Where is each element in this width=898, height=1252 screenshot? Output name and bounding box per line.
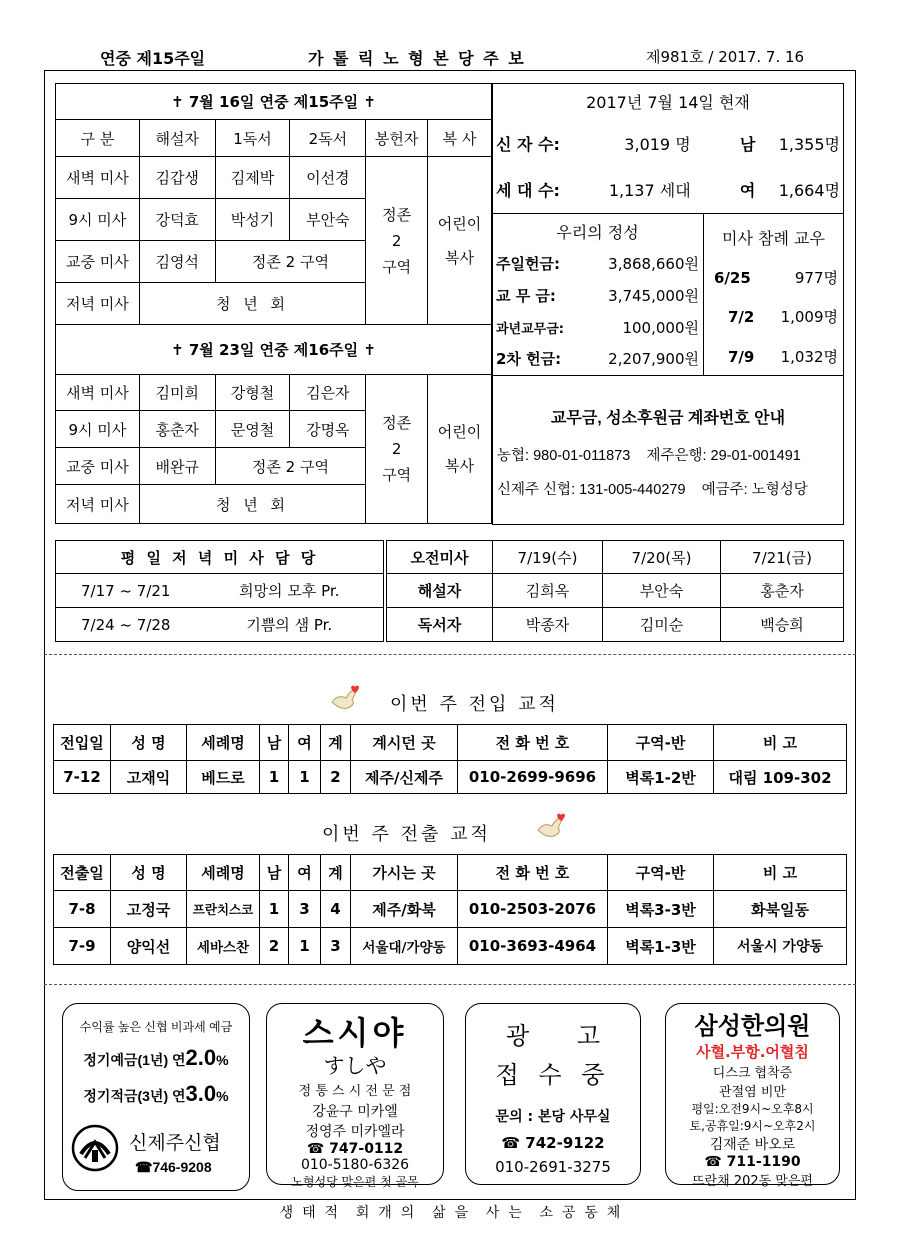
mass-name: 9시 미사 [56,411,140,448]
col-header: 비 고 [714,855,847,891]
dashed-separator [44,984,856,985]
cell-merged: 정존 2 구역 [215,448,366,485]
cell: 1 [289,761,321,794]
offering-row [496,285,699,306]
ad-notice-line: 광 고 [506,1022,620,1050]
ad-shinhyup-name: 신제주신협 [129,1133,221,1154]
commentator: 부안숙 [603,574,721,608]
header-week: 연중 제15주일 [100,49,206,68]
transfer-in-table [53,724,847,794]
cell: 서울시 가양동 [714,928,847,965]
weekday-group: 희망의 모후 Pr. [196,574,384,608]
ad-shinhyup-top: 수익률 높은 신협 비과세 예금 [79,1020,233,1034]
col-header: 봉헌자 [366,120,428,157]
attendance-row [714,267,838,288]
cell: 3 [321,928,351,965]
ad-clinic-title: 삼성한의원 [694,1013,811,1040]
cell: 7-8 [54,891,111,928]
cell: 1 [260,891,289,928]
cell: 1 [289,928,321,965]
male-value: 1,355명 [778,135,840,154]
offering-line: 정존 [382,414,412,432]
ad-clinic-doctor: 김재준 바오로 [709,1137,796,1153]
cell: 프란치스코 [187,891,260,928]
morning-date: 7/20(목) [603,541,721,574]
ad-shinhyup-line2 [63,1081,249,1107]
offering-cell [366,157,428,325]
week2-title: ✝ 7월 23일 연중 제16주일 ✝ [56,325,492,375]
mass-name: 새벽 미사 [56,375,140,411]
commentator: 김희옥 [493,574,603,608]
cell: 010-2503-2076 [458,891,608,928]
cell: 김갑생 [139,157,215,199]
ad-sushiya-person: 강윤구 미카엘 [312,1104,398,1120]
col-header: 남 [260,855,289,891]
cell: 제주/신제주 [351,761,458,794]
col-header: 전출일 [54,855,111,891]
rate-value: 2.0 [185,1045,217,1070]
cell: 1 [260,761,289,794]
divider [492,213,844,214]
cell: 홍춘자 [139,411,215,448]
rate-label: 정기예금(1년) 연 [83,1052,186,1068]
table-row [54,891,847,928]
morning-date: 7/21(금) [721,541,844,574]
col-header: 전 화 번 호 [458,855,608,891]
cell: 강덕효 [139,199,215,241]
mass-name: 교중 미사 [56,241,140,283]
col-header: 여 [289,855,321,891]
ad-clinic-phone: ☎ 711-1190 [704,1154,801,1170]
col-header: 계 [321,725,351,761]
ad-sushiya-phone: ☎ 747-0112 [306,1141,404,1157]
cell: 세바스찬 [187,928,260,965]
mass-name: 저녁 미사 [56,485,140,524]
altar-line: 어린이 [437,214,482,233]
cell: 7-9 [54,928,111,965]
attendance-date: 7/2 [728,307,755,326]
attendance-date: 6/25 [714,268,751,287]
offering-label: 주일헌금: [496,255,560,273]
ad-sushiya-kana: すしや [323,1054,387,1078]
mass-name: 9시 미사 [56,199,140,241]
cell: 문영철 [215,411,290,448]
ad-clinic [665,1003,840,1189]
mass-schedule-table [55,83,492,524]
cell: 벽록1-3반 [608,928,714,965]
altar-line: 복사 [445,457,475,475]
cell: 제주/화북 [351,891,458,928]
col-header: 세례명 [187,855,260,891]
offering-cell [366,375,428,524]
footer-motto: 생 태 적 회 개 의 삶 을 사 는 소 공 동 체 [279,1205,621,1221]
believers-row [496,132,840,155]
col-header: 전입일 [54,725,111,761]
dove-icon [534,812,568,846]
female-label: 여 [739,181,756,200]
commentator: 홍춘자 [721,574,844,608]
believers-value: 3,019 명 [624,135,691,154]
offering-value: 3,868,660원 [608,255,699,273]
households-row [496,178,840,201]
cell: 010-3693-4964 [458,928,608,965]
offering-line: 2 [391,231,402,250]
attendance-count: 1,032명 [780,348,838,366]
cell: 2 [321,761,351,794]
cell-merged: 청 년 회 [139,283,365,325]
rate-unit: % [216,1088,229,1104]
col-header: 2독서 [290,120,366,157]
households-value: 1,137 세대 [608,181,691,200]
cell: 고정국 [111,891,187,928]
col-header: 성 명 [111,725,187,761]
cell: 7-12 [54,761,111,794]
mass-name: 교중 미사 [56,448,140,485]
header-title: 가 톨 릭 노 형 본 당 주 보 [308,49,526,68]
ad-clinic-line: 디스크 협착증 [712,1066,793,1081]
altar-server-cell [428,157,492,325]
week1-title: ✝ 7월 16일 연중 제15주일 ✝ [56,84,492,120]
cell: 박성기 [215,199,290,241]
cell: 고재익 [111,761,187,794]
cell: 화북일동 [714,891,847,928]
col-header: 세례명 [187,725,260,761]
offering-value: 100,000원 [622,319,699,337]
commentator-label: 해설자 [387,574,493,608]
ad-shinhyup-phone: ☎746-9208 [135,1159,212,1175]
offering-row [496,253,699,274]
offering-row [496,348,699,369]
ad-notice-contact: 문의 : 본당 사무실 [495,1109,611,1125]
offering-line: 정존 [382,205,412,224]
altar-line: 복사 [445,248,475,267]
morning-date: 7/19(수) [493,541,603,574]
ad-clinic-line: 토,공휴일:9시~오후2시 [689,1119,816,1133]
ad-shinhyup [62,1003,250,1191]
morning-mass-table [386,540,844,642]
cell: 양익선 [111,928,187,965]
cell: 3 [289,891,321,928]
accounts-line2: 신제주 신협: 131-005-440279 예금주: 노형성당 [497,482,808,498]
households-label: 세 대 수: [496,181,560,200]
attendance-row [714,346,838,367]
col-header: 1독서 [215,120,290,157]
morning-label: 오전미사 [387,541,493,574]
lector: 박종자 [493,608,603,642]
attendance-title: 미사 참례 교우 [722,229,825,248]
weekday-period: 7/24 ~ 7/28 [56,608,196,642]
cell: 김영석 [139,241,215,283]
col-header: 가시는 곳 [351,855,458,891]
lector-label: 독서자 [387,608,493,642]
ad-clinic-line: 관절염 비만 [719,1085,786,1100]
cell-merged: 정존 2 구역 [215,241,366,283]
ad-sushiya-phone: 010-5180-6326 [300,1157,410,1173]
transfer-out-table [53,854,847,965]
ad-sushiya-title: 스시야 [302,1014,408,1052]
offerings-title: 우리의 정성 [556,223,639,242]
accounts-title: 교무금, 성소후원금 계좌번호 안내 [550,410,786,427]
cell: 벽록3-3반 [608,891,714,928]
ad-clinic-location: 뜨란채 202동 맞은편 [692,1174,813,1189]
col-header: 복 사 [428,120,492,157]
weekday-evening-table [55,540,384,642]
attendance-count: 1,009명 [780,308,838,326]
cell: 강형철 [215,375,290,411]
attendance-count: 977명 [794,269,838,287]
ad-notice-phone: ☎ 742-9122 [501,1134,605,1152]
col-header: 구 분 [56,120,140,157]
cell: 부안숙 [290,199,366,241]
transfer-out-title: 이번 주 전출 교적 [322,824,491,845]
offering-label: 과년교무금: [496,322,564,337]
table-row [54,928,847,965]
rate-value: 3.0 [185,1081,217,1106]
weekday-group: 기쁨의 샘 Pr. [196,608,384,642]
offering-value: 2,207,900원 [608,350,699,368]
offering-line: 2 [391,440,402,458]
attendance-date: 7/9 [728,347,755,366]
offering-value: 3,745,000원 [608,287,699,305]
cell: 2 [260,928,289,965]
ad-notice-line: 접 수 중 [495,1061,611,1089]
col-header: 계 [321,855,351,891]
col-header: 구역-반 [608,855,714,891]
shinhyup-logo-icon [71,1124,119,1176]
rate-unit: % [216,1052,229,1068]
weekday-period: 7/17 ~ 7/21 [56,574,196,608]
ad-sushiya [266,1003,444,1189]
offering-line: 구역 [382,466,412,484]
weekday-title: 평 일 저 녁 미 사 담 당 [56,541,384,574]
lector: 백승희 [721,608,844,642]
col-header: 해설자 [139,120,215,157]
stats-date: 2017년 7월 14일 현재 [586,93,750,112]
ad-clinic-line: 평일:오전9시~오후8시 [691,1102,814,1116]
header-issue: 제981호 / 2017. 7. 16 [646,48,805,66]
col-header: 남 [260,725,289,761]
cell: 김제박 [215,157,290,199]
ad-sushiya-person: 정영주 미카엘라 [305,1124,405,1140]
ad-sushiya-sub: 정 통 스 시 전 문 점 [298,1084,412,1099]
male-label: 남 [739,135,756,154]
col-header: 성 명 [111,855,187,891]
col-header: 구역-반 [608,725,714,761]
cell: 김은자 [290,375,366,411]
lector: 김미순 [603,608,721,642]
divider [492,375,844,376]
mass-name: 저녁 미사 [56,283,140,325]
accounts-line1: 농협: 980-01-011873 제주은행: 29-01-001491 [497,448,801,464]
col-header: 비 고 [714,725,847,761]
altar-server-cell [428,375,492,524]
cell: 김미희 [139,375,215,411]
transfer-in-title: 이번 주 전입 교적 [390,694,559,715]
altar-line: 어린이 [437,423,482,441]
rate-label: 정기적금(3년) 연 [83,1088,186,1104]
mass-name: 새벽 미사 [56,157,140,199]
cell: 서울대/가양동 [351,928,458,965]
cell: 강명옥 [290,411,366,448]
cell: 010-2699-9696 [458,761,608,794]
attendance-row [714,306,838,327]
believers-label: 신 자 수: [496,135,560,154]
ad-clinic-sub: 사혈.부항.어혈침 [696,1043,809,1061]
col-header: 계시던 곳 [351,725,458,761]
female-value: 1,664명 [778,181,840,200]
dove-icon [328,684,362,718]
offering-label: 교 무 금: [496,287,556,305]
cell: 4 [321,891,351,928]
cell: 대림 109-302 [714,761,847,794]
offering-label: 2차 헌금: [496,350,562,368]
table-row [54,761,847,794]
cell: 베드로 [187,761,260,794]
ad-sushiya-location: 노형성당 맞은편 첫 골목 [291,1175,419,1189]
cell: 이선경 [290,157,366,199]
cell: 벽록1-2반 [608,761,714,794]
offering-row [496,317,699,338]
col-header: 여 [289,725,321,761]
cell: 배완규 [139,448,215,485]
dashed-separator [44,654,856,655]
ad-notice [465,1003,641,1185]
ad-notice-phone: 010-2691-3275 [495,1158,611,1176]
offering-line: 구역 [382,257,412,276]
cell-merged: 청 년 회 [139,485,365,524]
col-header: 전 화 번 호 [458,725,608,761]
ad-shinhyup-line1 [63,1045,249,1071]
